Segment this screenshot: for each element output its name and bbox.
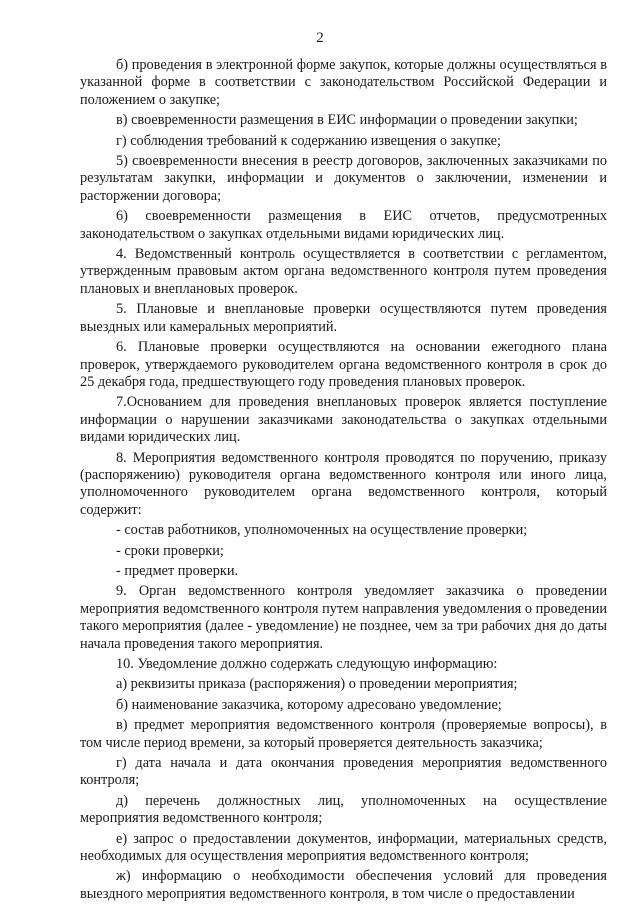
paragraph-6-eis-reports: 6) своевременности размещения в ЕИС отчетов, предусмотренных законодательством о закупках отдельными видами юридических лиц. [80, 208, 607, 242]
paragraph-b-electronic-procurement: б) проведения в электронной форме закупок, которые должны осуществляться в указанной форме в соответствии с законодательством Российской Федерации и положением о закупке; [80, 57, 607, 108]
paragraph-v-subject: в) предмет мероприятия ведомственного контроля (проверяемые вопросы), в том числе период времени, за который проверяется деятельность заказчика; [80, 717, 607, 751]
page-number: 2 [316, 30, 324, 46]
paragraph-10-notice-content: 10. Уведомление должно содержать следующую информацию: [116, 656, 498, 672]
list-item-terms: - сроки проверки; [116, 542, 224, 559]
paragraph-zh-conditions: ж) информацию о необходимости обеспечения условий для проведения выездного мероприятия ведомственного контроля, в том числе о предоставлении [80, 868, 607, 902]
paragraph-9-notification: 9. Орган ведомственного контроля уведомляет заказчика о проведении мероприятия ведомственного контроля путем направления уведомления о проведении такого мероприятия (далее - уведомление) не позднее, чем за три рабочих дня до даты начала проведения такого мероприятия. [80, 583, 607, 652]
paragraph-v-eis-info: в) своевременности размещения в ЕИС информации о проведении закупки; [116, 112, 578, 129]
paragraph-4-departmental-control: 4. Ведомственный контроль осуществляется в соответствии с регламентом, утвержденным правовым актом органа ведомственного контроля путем проведения плановых и внеплановых проверок. [80, 246, 607, 297]
paragraph-g-notice-requirements: г) соблюдения требований к содержанию извещения о закупке; [116, 132, 501, 149]
list-item-subject: - предмет проверки. [116, 562, 239, 579]
list-item-staff: - состав работников, уполномоченных на осуществление проверки; [116, 522, 528, 539]
paragraph-5-contract-register: 5) своевременности внесения в реестр договоров, заключенных заказчиками по результатам закупки, информации и документов о заключении, изменении и расторжении договора; [80, 153, 607, 204]
paragraph-7-unscheduled-grounds: 7.Основанием для проведения внеплановых проверок является поступление информации о нарушении заказчиками законодательства о закупках отдельными видами юридических лиц. [80, 394, 607, 446]
paragraph-5-inspections: 5. Плановые и внеплановые проверки осуществляются путем проведения выездных или камеральных мероприятий. [80, 301, 607, 335]
paragraph-6-planned-inspections: 6. Плановые проверки осуществляются на основании ежегодного плана проверок, утверждаемого руководителем органа ведомственного контроля в срок до 25 декабря года, предшествующего году проведения плановых проверок. [80, 339, 607, 390]
paragraph-e-documents-request: е) запрос о предоставлении документов, информации, материальных средств, необходимых для осуществления мероприятия ведомственного контроля; [80, 830, 607, 865]
paragraph-d-officials: д) перечень должностных лиц, уполномоченных на осуществление мероприятия ведомственного контроля; [80, 792, 607, 827]
paragraph-g-dates: г) дата начала и дата окончания проведения мероприятия ведомственного контроля; [80, 755, 607, 789]
document-body [80, 57, 607, 906]
paragraph-b-customer-name: б) наименование заказчика, которому адресовано уведомление; [116, 696, 502, 713]
paragraph-a-order-details: а) реквизиты приказа (распоряжения) о проведении мероприятия; [116, 676, 518, 693]
paragraph-8-control-order: 8. Мероприятия ведомственного контроля проводятся по поручению, приказу (распоряжению) руководителя органа ведомственного контроля или иного лица, уполномоченного руководителем органа ведомственного контроля, который содержит: [80, 449, 607, 518]
